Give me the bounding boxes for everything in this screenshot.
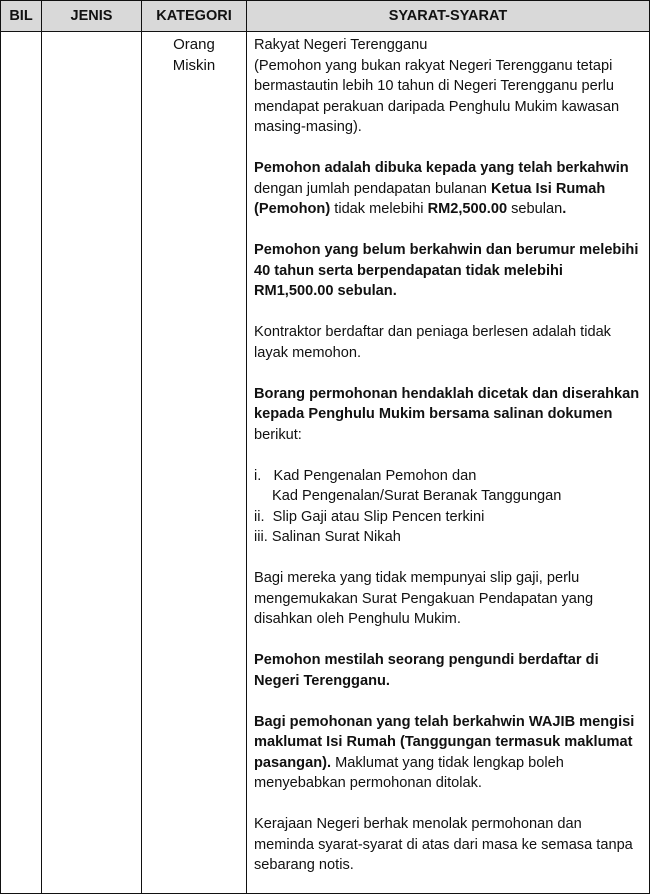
syarat-paragraph-payslip: Bagi mereka yang tidak mempunyai slip gaji, perlu mengemukakan Surat Pengakuan Pendapatan yang disahkan oleh Penghulu Mukim.	[254, 570, 594, 627]
header-syarat: SYARAT-SYARAT	[247, 1, 650, 32]
list-item: ii. Slip Gaji atau Slip Pencen terkini	[254, 508, 485, 525]
period: .	[562, 201, 567, 217]
married-text: dengan jumlah pendapatan bulanan	[254, 180, 491, 197]
cell-syarat	[247, 32, 650, 894]
married-text: tidak melebihi	[330, 201, 428, 217]
syarat-paragraph-rights: Kerajaan Negeri berhak menolak permohonan dan meminda syarat-syarat di atas dari masa ke semasa tanpa sebarang notis.	[254, 816, 633, 873]
table-row	[1, 32, 650, 894]
header-kategori: KATEGORI	[142, 1, 247, 32]
list-item: iii. Salinan Surat Nikah	[254, 529, 401, 545]
header-jenis: JENIS	[42, 1, 142, 32]
cell-bil	[1, 32, 42, 894]
header-bil: BIL	[1, 1, 42, 32]
syarat-paragraph-contractor: Kontraktor berdaftar dan peniaga berlesen adalah tidak layak memohon.	[254, 324, 611, 361]
income-limit: RM2,500.00	[427, 201, 508, 217]
residency-note: (Pemohon yang bukan rakyat Negeri Terengganu tetapi bermastautin lebih 10 tahun di Negeri Terengganu perlu mendapat perakuan daripada Penghulu Mukim kawasan masing-masing).	[254, 57, 620, 135]
header-row	[1, 1, 650, 32]
syarat-paragraph-residency	[254, 35, 643, 138]
residency-heading: Rakyat Negeri Terengganu	[254, 37, 428, 53]
household-text: Maklumat yang tidak lengkap boleh menyebabkan permohonan ditolak.	[254, 754, 564, 791]
syarat-paragraph-form	[254, 384, 643, 446]
form-bold: Borang permohonan hendaklah dicetak dan diserahkan kepada Penghulu Mukim bersama salinan dokumen	[254, 385, 640, 422]
unmarried-text: Pemohon yang belum berkahwin dan berumur melebihi 40 tahun serta berpendapatan tidak melebihi RM1,500.00 sebulan.	[254, 242, 639, 299]
document-list	[254, 466, 643, 548]
kategori-line: Orang	[173, 36, 215, 53]
cell-kategori	[142, 32, 247, 894]
syarat-paragraph-married	[254, 158, 643, 220]
voter-text: Pemohon mestilah seorang pengundi berdaftar di Negeri Terengganu.	[254, 652, 599, 689]
syarat-paragraph-voter	[254, 650, 643, 691]
form-text: berikut:	[254, 426, 302, 443]
married-bold: Pemohon adalah dibuka kepada yang telah berkahwin	[254, 160, 629, 176]
head-of-household: Ketua Isi Rumah (Pemohon)	[254, 180, 606, 217]
spacer	[254, 445, 643, 466]
cell-jenis	[42, 32, 142, 894]
list-item: i. Kad Pengenalan Pemohon dan Kad Pengenalan/Surat Beranak Tanggungan	[254, 467, 562, 504]
syarat-paragraph-unmarried	[254, 240, 643, 302]
kategori-line: Miskin	[172, 56, 216, 74]
household-bold: Bagi pemohonan yang telah berkahwin WAJIB mengisi maklumat Isi Rumah (Tanggungan termasuk maklumat pasangan).	[254, 713, 635, 771]
married-text: sebulan	[507, 201, 563, 217]
syarat-paragraph-household	[254, 712, 643, 794]
